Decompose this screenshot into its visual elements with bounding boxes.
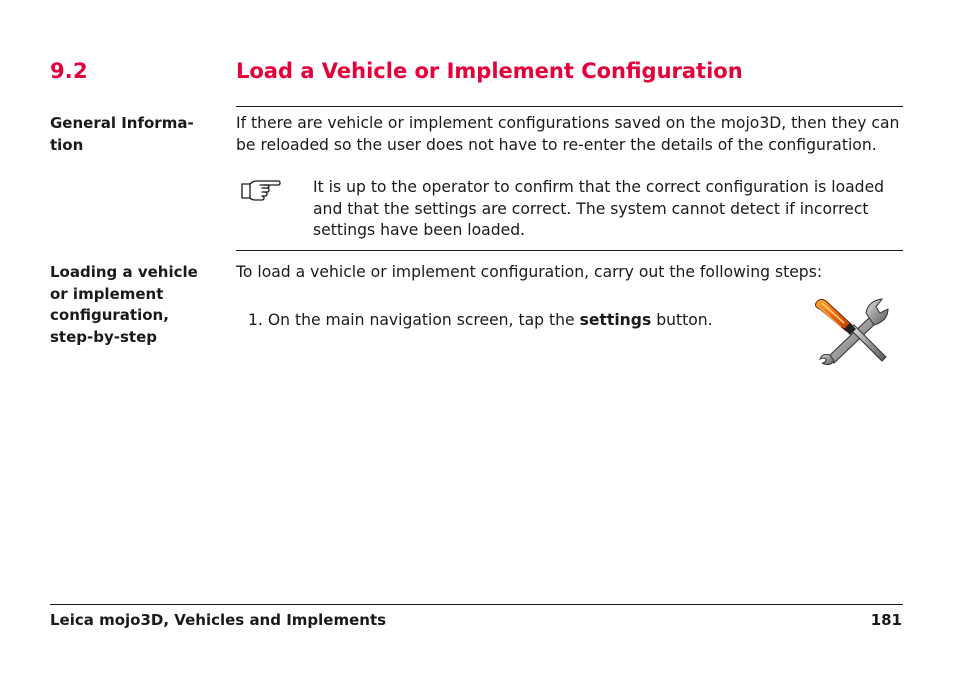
- pointing-hand-icon: [240, 178, 282, 202]
- step-number: 1.: [248, 311, 263, 329]
- loading-label-line3: configuration,: [50, 306, 169, 325]
- divider-top: [236, 106, 903, 107]
- divider-middle: [236, 250, 903, 251]
- loading-label-line2: or implement: [50, 284, 164, 303]
- general-info-label-line2: tion: [50, 135, 84, 154]
- section-title: Load a Vehicle or Implement Configuration: [236, 59, 743, 83]
- loading-label-line1: Loading a vehicle: [50, 263, 198, 281]
- loading-intro: To load a vehicle or implement configuration, carry out the following steps:: [236, 263, 823, 281]
- step-text-after: button.: [656, 311, 713, 329]
- settings-tools-icon: [810, 295, 898, 365]
- page-number: 181: [870, 611, 902, 629]
- general-info-paragraph: If there are vehicle or implement configurations saved on the mojo3D, then they can be reloaded so the user does not have to re-enter the details of the configuration.: [236, 114, 900, 154]
- note-text: It is up to the operator to confirm that the correct configuration is loaded and that the settings are correct. The system cannot detect if incorrect settings have been loaded.: [313, 178, 885, 240]
- general-info-label-line1: General Informa-: [50, 114, 194, 132]
- footer-divider: [50, 604, 903, 605]
- general-info-label: [50, 113, 210, 156]
- loading-label: [50, 262, 210, 349]
- loading-label-line4: step-by-step: [50, 328, 157, 347]
- step-text-before: On the main navigation screen, tap the: [267, 311, 575, 329]
- step-item: [248, 310, 713, 332]
- footer-title: Leica mojo3D, Vehicles and Implements: [50, 611, 387, 629]
- step-text-bold: settings: [579, 311, 652, 329]
- section-number: 9.2: [50, 59, 88, 83]
